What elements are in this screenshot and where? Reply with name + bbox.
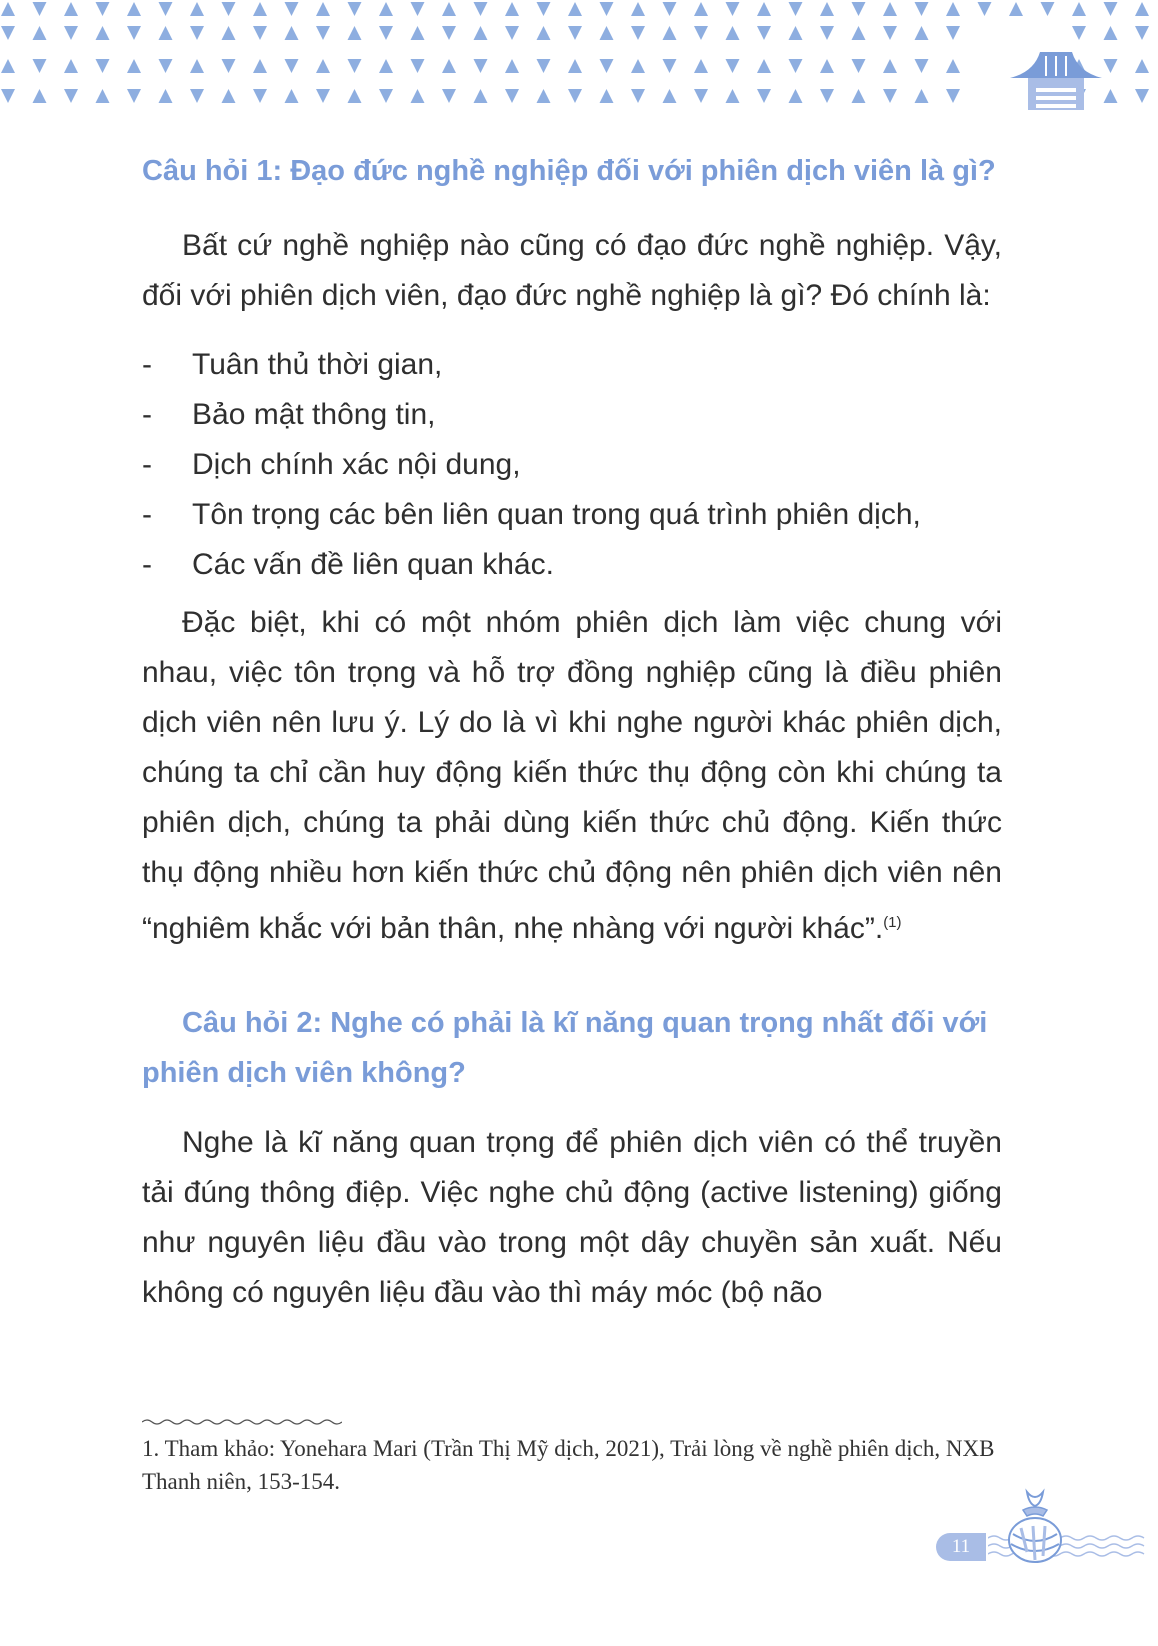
list-item: - Dịch chính xác nội dung, — [142, 448, 521, 481]
pattern-triangle — [474, 26, 488, 40]
pattern-triangle — [379, 2, 393, 16]
pattern-triangle — [1, 26, 15, 40]
pattern-triangle — [1041, 2, 1055, 16]
pattern-triangle — [568, 2, 582, 16]
pattern-triangle — [505, 89, 519, 103]
pattern-triangle — [159, 26, 173, 40]
pattern-triangle — [852, 89, 866, 103]
pattern-triangle — [663, 59, 677, 73]
pattern-triangle — [190, 26, 204, 40]
list-item: - Bảo mật thông tin, — [142, 398, 436, 431]
pattern-triangle — [946, 26, 960, 40]
pattern-triangle — [946, 2, 960, 16]
pattern-triangle — [978, 2, 992, 16]
pattern-triangle — [726, 89, 740, 103]
pattern-triangle — [285, 2, 299, 16]
pattern-triangle — [285, 89, 299, 103]
question-1-paragraph: Đặc biệt, khi có một nhóm phiên dịch làm việc chung với nhau, việc tôn trọng và hỗ trợ đồng nghiệp cũng là điều phiên dịch viên nên lưu ý. Lý do là vì khi nghe người khác phiên dịch, chúng ta chỉ cần huy động kiến thức thụ động còn khi chúng ta phiên dịch, chúng ta phải dùng kiến thức chủ động. Kiến thức thụ động nhiều hơn kiến thức chủ động nên phiên dịch viên nên “nghiêm khắc với bản thân, nhẹ nhàng với người khác”.$^{(1)}$ — [142, 606, 1002, 945]
pattern-triangle — [1, 59, 15, 73]
pattern-triangle — [757, 59, 771, 73]
pattern-triangle — [253, 89, 267, 103]
pattern-triangle — [222, 2, 236, 16]
pattern-triangle — [222, 26, 236, 40]
pattern-triangle — [33, 89, 47, 103]
pattern-triangle — [852, 2, 866, 16]
pattern-triangle — [1, 89, 15, 103]
pattern-triangle — [411, 89, 425, 103]
pattern-triangle — [537, 2, 551, 16]
pattern-triangle — [127, 26, 141, 40]
pattern-triangle — [820, 89, 834, 103]
question-1-intro: Bất cứ nghề nghiệp nào cũng có đạo đức nghề nghiệp. Vậy, đối với phiên dịch viên, đạo đức nghề nghiệp là gì? Đó chính là: — [142, 229, 1002, 312]
pattern-triangle — [505, 26, 519, 40]
pattern-triangle — [1135, 2, 1149, 16]
bundle-icon — [1005, 1488, 1065, 1566]
pattern-triangle — [1104, 2, 1118, 16]
pattern-triangle — [379, 89, 393, 103]
pattern-triangle — [537, 89, 551, 103]
pattern-triangle — [537, 59, 551, 73]
pattern-triangle — [852, 59, 866, 73]
pattern-triangle — [726, 26, 740, 40]
pattern-triangle — [726, 59, 740, 73]
pattern-triangle — [505, 2, 519, 16]
pattern-triangle — [33, 2, 47, 16]
pattern-triangle — [442, 26, 456, 40]
pattern-triangle — [883, 59, 897, 73]
footnote: 1. Tham khảo: Yonehara Mari (Trần Thị Mỹ dịch, 2021), Trải lòng về nghề phiên dịch, NXB Thanh niên, 153-154. — [142, 1436, 995, 1494]
pattern-triangle — [33, 59, 47, 73]
list-item: - Tuân thủ thời gian, — [142, 348, 443, 381]
pattern-triangle — [474, 89, 488, 103]
pattern-triangle — [883, 89, 897, 103]
pattern-triangle — [285, 26, 299, 40]
pattern-triangle — [316, 2, 330, 16]
pattern-triangle — [442, 59, 456, 73]
pattern-triangle — [1135, 26, 1149, 40]
pattern-triangle — [379, 26, 393, 40]
pattern-triangle — [789, 59, 803, 73]
pattern-triangle — [915, 59, 929, 73]
pattern-triangle — [190, 2, 204, 16]
pattern-triangle — [190, 59, 204, 73]
pattern-triangle — [285, 59, 299, 73]
pattern-triangle — [64, 26, 78, 40]
pattern-triangle — [96, 59, 110, 73]
pattern-triangle — [694, 59, 708, 73]
pattern-triangle — [316, 26, 330, 40]
ethics-list — [142, 340, 1002, 590]
pattern-triangle — [159, 2, 173, 16]
pattern-triangle — [915, 2, 929, 16]
pattern-triangle — [789, 26, 803, 40]
pattern-triangle — [1009, 2, 1023, 16]
pattern-triangle — [442, 2, 456, 16]
pagoda-roof-icon — [1006, 48, 1106, 110]
pattern-triangle — [379, 59, 393, 73]
pattern-triangle — [1135, 89, 1149, 103]
pattern-triangle — [1072, 2, 1086, 16]
pattern-triangle — [159, 89, 173, 103]
pattern-triangle — [757, 89, 771, 103]
pattern-triangle — [631, 59, 645, 73]
pattern-triangle — [64, 59, 78, 73]
pattern-triangle — [64, 2, 78, 16]
pattern-triangle — [348, 89, 362, 103]
pattern-triangle — [1072, 26, 1086, 40]
pattern-triangle — [348, 59, 362, 73]
pattern-triangle — [96, 26, 110, 40]
pattern-triangle — [568, 59, 582, 73]
page-number: 11 — [936, 1533, 986, 1561]
pattern-triangle — [915, 26, 929, 40]
pattern-triangle — [537, 26, 551, 40]
pattern-triangle — [64, 89, 78, 103]
pattern-triangle — [852, 26, 866, 40]
pattern-triangle — [663, 89, 677, 103]
question-2-title: Câu hỏi 2: Nghe có phải là kĩ năng quan trọng nhất đối với phiên dịch viên không? — [142, 1007, 988, 1089]
pattern-triangle — [946, 89, 960, 103]
pattern-triangle — [1135, 59, 1149, 73]
pattern-triangle — [820, 2, 834, 16]
pattern-triangle — [568, 89, 582, 103]
pattern-triangle — [694, 2, 708, 16]
pattern-triangle — [694, 89, 708, 103]
pattern-triangle — [663, 2, 677, 16]
pattern-triangle — [946, 59, 960, 73]
pattern-triangle — [127, 2, 141, 16]
pattern-triangle — [600, 26, 614, 40]
pattern-triangle — [1, 2, 15, 16]
pattern-triangle — [253, 59, 267, 73]
pattern-triangle — [820, 26, 834, 40]
pattern-triangle — [726, 2, 740, 16]
pattern-triangle — [1104, 26, 1118, 40]
question-2-paragraph: Nghe là kĩ năng quan trọng để phiên dịch viên có thể truyền tải đúng thông điệp. Việc nghe chủ động (active listening) giống như nguyên liệu đầu vào trong một dây chuyền sản xuất. Nếu không có nguyên liệu đầu vào thì máy móc (bộ não — [142, 1126, 1002, 1309]
triangle-pattern — [0, 0, 1158, 118]
pattern-triangle — [663, 26, 677, 40]
pattern-triangle — [348, 26, 362, 40]
list-item: - Các vấn đề liên quan khác. — [142, 548, 554, 581]
pattern-triangle — [600, 2, 614, 16]
pattern-triangle — [694, 26, 708, 40]
pattern-triangle — [789, 89, 803, 103]
footnote-divider — [142, 1418, 342, 1426]
pattern-triangle — [474, 2, 488, 16]
pattern-triangle — [915, 89, 929, 103]
pattern-triangle — [253, 26, 267, 40]
pattern-triangle — [316, 59, 330, 73]
pattern-triangle — [190, 89, 204, 103]
footnote-reference: (1) — [883, 914, 902, 931]
pattern-triangle — [33, 26, 47, 40]
pattern-triangle — [883, 2, 897, 16]
pattern-triangle — [631, 89, 645, 103]
pattern-triangle — [505, 59, 519, 73]
pattern-triangle — [411, 59, 425, 73]
pattern-triangle — [442, 89, 456, 103]
question-1-title: Câu hỏi 1: Đạo đức nghề nghiệp đối với phiên dịch viên là gì? — [142, 155, 996, 187]
pattern-triangle — [757, 2, 771, 16]
pattern-triangle — [96, 2, 110, 16]
pattern-triangle — [631, 2, 645, 16]
pattern-triangle — [411, 26, 425, 40]
list-item: - Tôn trọng các bên liên quan trong quá trình phiên dịch, — [142, 498, 921, 531]
pattern-triangle — [600, 59, 614, 73]
pattern-triangle — [568, 26, 582, 40]
pattern-triangle — [222, 59, 236, 73]
pattern-triangle — [631, 26, 645, 40]
pattern-triangle — [411, 2, 425, 16]
pattern-triangle — [820, 59, 834, 73]
pattern-triangle — [474, 59, 488, 73]
pattern-triangle — [600, 89, 614, 103]
pattern-triangle — [316, 89, 330, 103]
pattern-triangle — [96, 89, 110, 103]
pattern-triangle — [127, 89, 141, 103]
pattern-triangle — [348, 2, 362, 16]
pattern-triangle — [222, 89, 236, 103]
pattern-triangle — [757, 26, 771, 40]
pattern-triangle — [127, 59, 141, 73]
pattern-triangle — [883, 26, 897, 40]
pattern-triangle — [253, 2, 267, 16]
pattern-triangle — [789, 2, 803, 16]
pattern-triangle — [159, 59, 173, 73]
